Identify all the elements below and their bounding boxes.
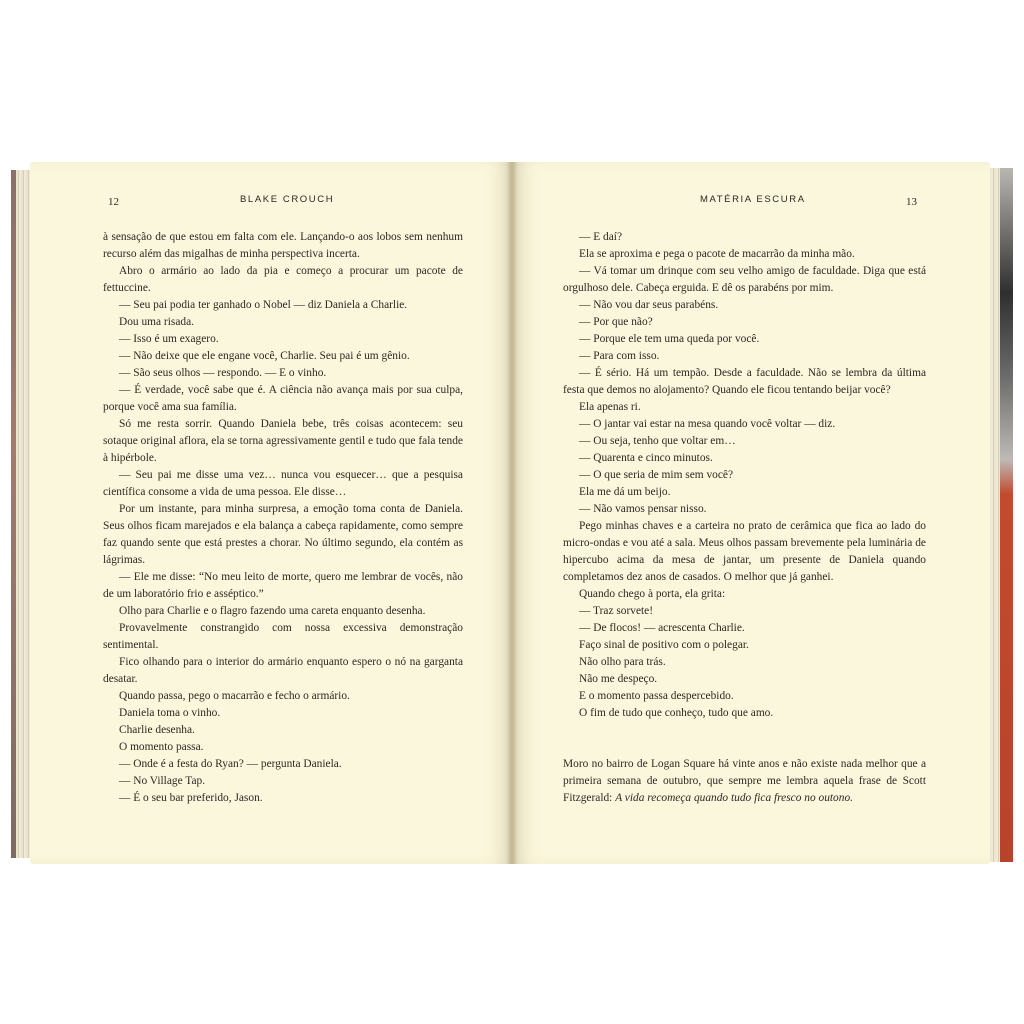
paragraph: — O jantar vai estar na mesa quando você voltar — diz. xyxy=(579,418,836,430)
paragraph: — É verdade, você sabe que é. A ciência não avança mais por sua culpa, porque você ama sua família. xyxy=(103,384,463,413)
paragraph: — Porque ele tem uma queda por você. xyxy=(579,333,760,345)
paragraph: Só me resta sorrir. Quando Daniela bebe, três coisas acontecem: seu sotaque original aflora, ela se torna agressivamente gentil e tudo que fala tende à hipérbole. xyxy=(103,418,463,464)
paragraph: — Não deixe que ele engane você, Charlie. Seu pai é um gênio. xyxy=(119,350,410,362)
paragraph: — Quarenta e cinco minutos. xyxy=(579,452,713,464)
paragraph: — Por que não? xyxy=(579,316,653,328)
section-opening-paragraph xyxy=(563,756,926,807)
paragraph: — São seus olhos — respondo. — E o vinho. xyxy=(119,367,327,379)
left-page-number: 12 xyxy=(108,196,119,208)
paragraph: Ela apenas ri. xyxy=(579,401,641,413)
paragraph: — Traz sorvete! xyxy=(579,605,654,617)
paragraph: Charlie desenha. xyxy=(119,724,195,736)
paragraph: — E daí? xyxy=(579,231,623,243)
right-page-number: 13 xyxy=(906,196,917,208)
paragraph: Por um instante, para minha surpresa, a emoção toma conta de Daniela. Seus olhos ficam marejados e ela balança a cabeça rapidamente, como sempre faz quando sente que está prestes a chorar. No último segundo, ela contém as lágrimas. xyxy=(103,503,463,566)
left-page xyxy=(30,162,512,864)
right-running-head: MATÉRIA ESCURA xyxy=(700,194,806,205)
paragraph: Abro o armário ao lado da pia e começo a procurar um pacote de fettuccine. xyxy=(103,265,463,294)
paragraph: — Ou seja, tenho que voltar em… xyxy=(579,435,736,447)
left-running-head: BLAKE CROUCH xyxy=(240,194,335,205)
paragraph: — Onde é a festa do Ryan? — pergunta Daniela. xyxy=(119,758,342,770)
right-page xyxy=(512,162,990,864)
paragraph: Daniela toma o vinho. xyxy=(119,707,221,719)
paragraph: — No Village Tap. xyxy=(119,775,206,787)
paragraph: — Não vamos pensar nisso. xyxy=(579,503,707,515)
book-gutter xyxy=(506,162,518,864)
section-opening-text: Moro no bairro de Logan Square há vinte anos e não existe nada melhor que a primeira semana de outubro, que sempre me lembra aquela frase de Scott Fitzgerald: xyxy=(563,758,926,804)
left-cover-edge xyxy=(11,170,16,858)
paragraph: — De flocos! — acrescenta Charlie. xyxy=(579,622,745,634)
paragraph: — Seu pai me disse uma vez… nunca vou esquecer… que a pesquisa científica consome a vida de uma pessoa. Ele disse… xyxy=(103,469,463,498)
paragraph: — O que seria de mim sem você? xyxy=(579,469,734,481)
paragraph: Fico olhando para o interior do armário enquanto espero o nó na garganta desatar. xyxy=(103,656,463,685)
paragraph: Quando chego à porta, ela grita: xyxy=(579,588,726,600)
paragraph: O momento passa. xyxy=(119,741,204,753)
paragraph: Faço sinal de positivo com o polegar. xyxy=(579,639,749,651)
left-page-text xyxy=(103,229,463,807)
paragraph: — Não vou dar seus parabéns. xyxy=(579,299,719,311)
paragraph: — É o seu bar preferido, Jason. xyxy=(119,792,263,804)
paragraph: à sensação de que estou em falta com ele. Lançando-o aos lobos sem nenhum recurso além das migalhas de minha perspectiva incerta. xyxy=(103,231,463,260)
right-page-text xyxy=(563,229,926,807)
paragraph: Olho para Charlie e o flagro fazendo uma careta enquanto desenha. xyxy=(119,605,426,617)
paragraph: Não olho para trás. xyxy=(579,656,666,668)
paragraph: Pego minhas chaves e a carteira no prato de cerâmica que fica ao lado do micro-ondas e vou até a sala. Meus olhos passam brevemente pela luminária de hipercubo acima da mesa de jantar, um presente de Daniela quando completamos dez anos de casados. O melhor que já ganhei. xyxy=(563,520,926,583)
paragraph: E o momento passa despercebido. xyxy=(579,690,734,702)
paragraph: — Isso é um exagero. xyxy=(119,333,219,345)
paragraph: — Ele me disse: “No meu leito de morte, quero me lembrar de vocês, não de um laboratório frio e asséptico.” xyxy=(103,571,463,600)
paragraph: — Vá tomar um drinque com seu velho amigo de faculdade. Diga que está orgulhoso dele. Cabeça erguida. E dê os parabéns por mim. xyxy=(563,265,926,294)
fitzgerald-quote: A vida recomeça quando tudo fica fresco no outono. xyxy=(615,792,853,804)
paragraph: — É sério. Há um tempão. Desde a faculdade. Não se lembra da última festa que demos no alojamento? Quando ele ficou tentando beijar você? xyxy=(563,367,926,396)
paragraph: Ela se aproxima e pega o pacote de macarrão da minha mão. xyxy=(579,248,855,260)
paragraph: O fim de tudo que conheço, tudo que amo. xyxy=(579,707,774,719)
paragraph: Ela me dá um beijo. xyxy=(579,486,671,498)
paragraph: Não me despeço. xyxy=(579,673,658,685)
paragraph: Quando passa, pego o macarrão e fecho o armário. xyxy=(119,690,350,702)
paragraph: Dou uma risada. xyxy=(119,316,194,328)
right-cover-edge xyxy=(1000,168,1013,862)
paragraph: — Seu pai podia ter ganhado o Nobel — diz Daniela a Charlie. xyxy=(119,299,408,311)
paragraph: Provavelmente constrangido com nossa excessiva demonstração sentimental. xyxy=(103,622,463,651)
paragraph: — Para com isso. xyxy=(579,350,660,362)
